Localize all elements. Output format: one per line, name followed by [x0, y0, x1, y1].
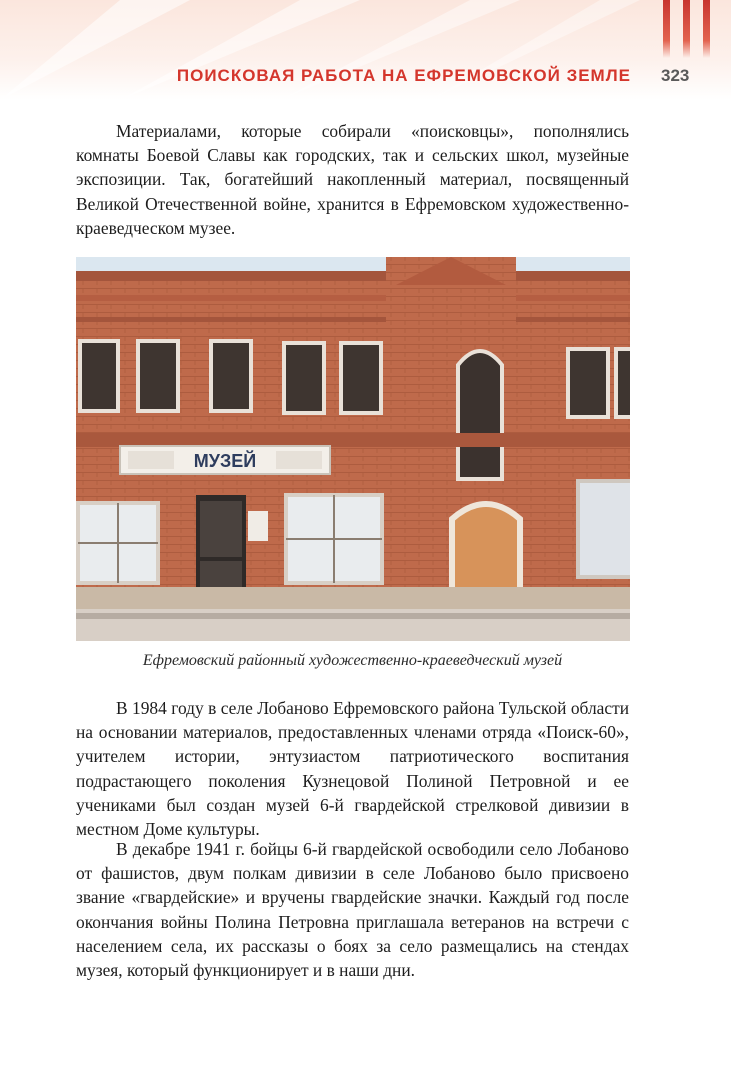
museum-photo: [76, 257, 630, 641]
paragraph-december-1941: В декабре 1941 г. бойцы 6-й гвардейской освободили село Лобаново от фашистов, двум полкам дивизии в селе Лобаново было присвоено звание «гвардейские» и вручены гвардейские значки. Каждый год после окончания войны Полина Петровна приглашала ветеранов на встречи с населением села, их рассказы о боях за село размещались на стендах музея, который функционирует и в наши дни.: [76, 839, 629, 981]
page-header: [0, 0, 731, 100]
page-number: 323: [661, 66, 690, 85]
museum-sign-text: МУЗЕЙ: [193, 451, 257, 471]
decorative-stripes: [661, 0, 731, 60]
paragraph-lobanovo-museum: В 1984 году в селе Лобаново Ефремовского района Тульской области на основании материалов, предоставленных членами отряда «Поиск-60», учителем истории, энтузиастом патриотического воспитания подрастающего поколения Кузнецовой Полиной Петровной и ее учениками был создан музей 6-й гвардейской стрелковой дивизии в местном Доме культуры.: [76, 698, 629, 840]
paragraph-intro: Материалами, которые собирали «поисковцы», пополнялись комнаты Боевой Славы как городских, так и сельских школ, музейные экспозиции. Так, богатейший накопленный материал, посвященный Великой Отечественной войне, хранится в Ефремовском художественно-краеведческом музее.: [76, 121, 629, 238]
photo-caption: Ефремовский районный художественно-краеведческий музей: [142, 652, 563, 669]
section-title: ПОИСКОВАЯ РАБОТА НА ЕФРЕМОВСКОЙ ЗЕМЛЕ: [176, 66, 631, 85]
